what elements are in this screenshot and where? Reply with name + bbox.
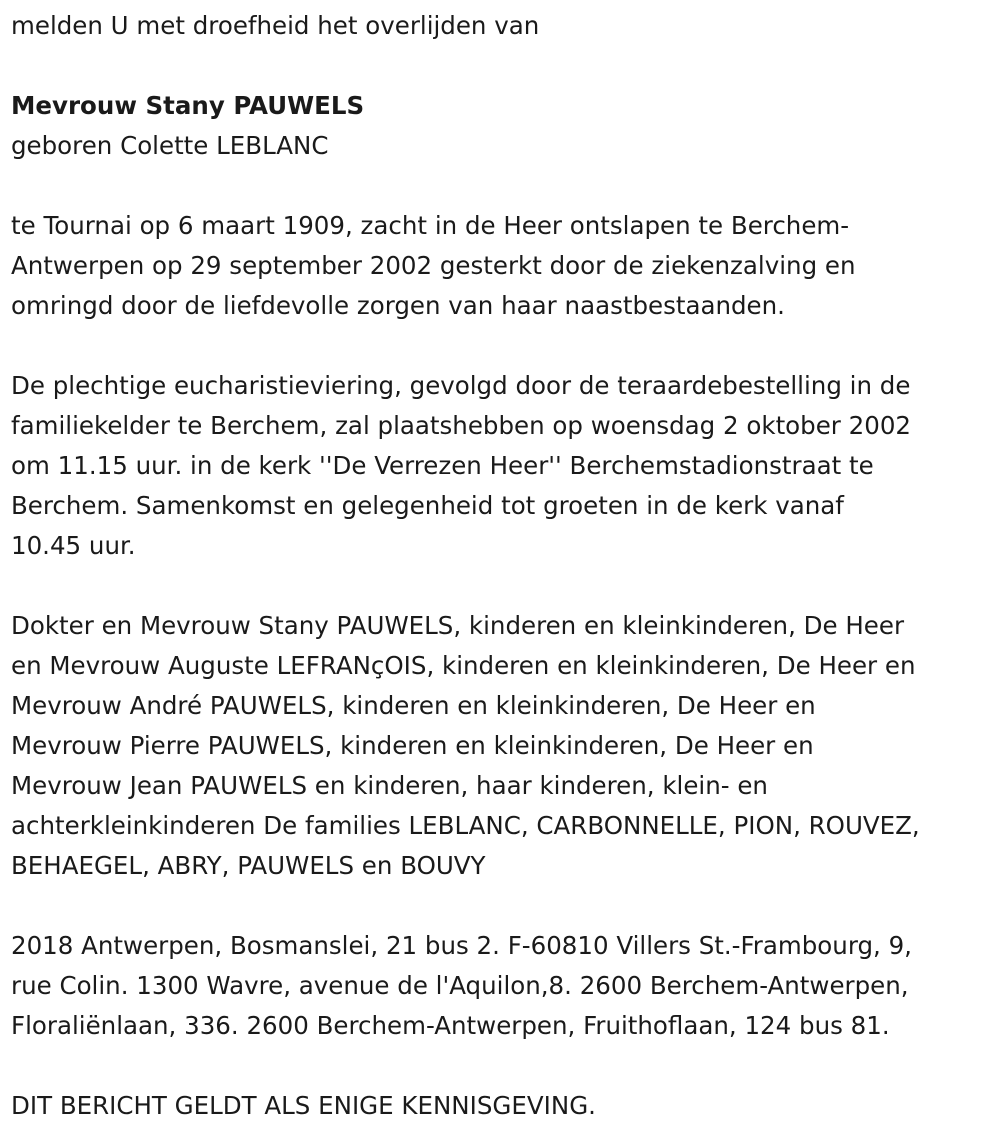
spacer — [11, 46, 996, 86]
death-notice-document — [11, 6, 996, 1126]
spacer — [11, 1046, 996, 1086]
spacer — [11, 886, 996, 926]
intro-line: melden U met droefheid het overlijden van — [11, 11, 540, 40]
addresses-paragraph: 2018 Antwerpen, Bosmanslei, 21 bus 2. F-60810 Villers St.-Frambourg, 9, rue Colin. 1300 Wavre, avenue de l'Aquilon,8. 2600 Berchem-Antwerpen, Floraliënlaan, 336. 2600 Berchem-Antwerpen, Fruithoflaan, 124 bus 81. — [11, 931, 912, 1040]
spacer — [11, 166, 996, 206]
life-paragraph: te Tournai op 6 maart 1909, zacht in de Heer ontslapen te Berchem- Antwerpen op 29 september 2002 gesterkt door de ziekenzalving en omringd door de liefdevolle zorgen van haar naastbestaanden. — [11, 211, 856, 320]
ceremony-paragraph: De plechtige eucharistieviering, gevolgd door de teraardebestelling in de familiekelder te Berchem, zal plaatshebben op woensdag 2 oktober 2002 om 11.15 uur. in de kerk ''De Verrezen Heer'' Berchemstadionstraat te Berchem. Samenkomst en gelegenheid tot groeten in de kerk vanaf 10.45 uur. — [11, 371, 912, 560]
closing-line: DIT BERICHT GELDT ALS ENIGE KENNISGEVING. — [11, 1091, 596, 1120]
spacer — [11, 326, 996, 366]
birth-name: geboren Colette LEBLANC — [11, 131, 329, 160]
family-paragraph: Dokter en Mevrouw Stany PAUWELS, kinderen en kleinkinderen, De Heer en Mevrouw Auguste LEFRANçOIS, kinderen en kleinkinderen, De Heer en Mevrouw André PAUWELS, kinderen en kleinkinderen, De Heer en Mevrouw Pierre PAUWELS, kinderen en kleinkinderen, De Heer en Mevrouw Jean PAUWELS en kinderen, haar kinderen, klein- en achterkleinkinderen De families LEBLANC, CARBONNELLE, PION, ROUVEZ, BEHAEGEL, ABRY, PAUWELS en BOUVY — [11, 611, 920, 880]
spacer — [11, 566, 996, 606]
deceased-name: Mevrouw Stany PAUWELS — [11, 91, 365, 120]
